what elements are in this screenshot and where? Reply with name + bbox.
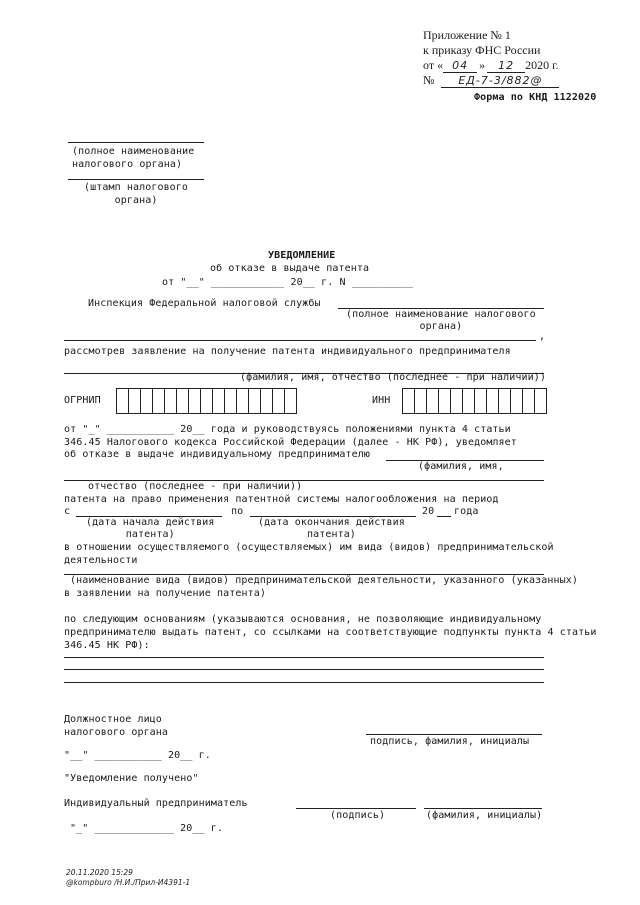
official-sign-line xyxy=(366,734,542,735)
decision-date-line: от "_" ___________ 20__ года и руководствуясь положениями пункта 4 статьи xyxy=(64,424,511,435)
activity-relation-line: в отношении осуществляемого (осуществляемых) им вида (видов) предпринимательской xyxy=(64,542,554,553)
inspection-label: Инспекция Федеральной налоговой службы xyxy=(88,298,321,309)
order-month: 12 xyxy=(487,59,525,73)
end-caption: (дата окончания действия патента) xyxy=(258,517,405,540)
official-sign-caption: подпись, фамилия, инициалы xyxy=(370,736,530,747)
patent-period-line: патента на право применения патентной системы налогообложения на период xyxy=(64,494,499,505)
inspection-comma: , xyxy=(539,331,546,342)
activity-caption: (наименование вида (видов) предпринимательской деятельности, указанного (указанных) xyxy=(70,575,579,586)
appendix-title: Приложение № 1 xyxy=(423,28,511,42)
official-date: "__" ___________ 20__ г. xyxy=(64,750,211,761)
grounds-line-3: 346.45 НК РФ): xyxy=(64,640,150,651)
form-code: Форма по КНД 1122020 xyxy=(474,92,597,103)
entrepreneur-name-line xyxy=(424,808,542,809)
entrepreneur-sign-caption: (подпись) xyxy=(330,810,386,821)
stamp-line xyxy=(68,179,204,180)
order-number: № ЕД-7-3/882@ xyxy=(423,73,559,88)
activity-caption-2: в заявлении на получение патента) xyxy=(64,588,266,599)
period-year-word: года xyxy=(454,506,479,517)
grounds-line-2: предпринимателю выдать патент, со ссылками на соответствующие подпункты пункта 4 статьи xyxy=(64,627,597,638)
tax-authority-line xyxy=(68,142,204,143)
grounds-line-1: по следующим основаниям (указываются основания, не позволяющие индивидуальному xyxy=(64,614,542,625)
order-number-value: ЕД-7-3/882@ xyxy=(441,74,559,88)
footer-timestamp: 20.11.2020 15:29 xyxy=(66,868,133,877)
entrepreneur-date: "_" _____________ 20__ г. xyxy=(70,823,224,834)
start-caption: (дата начала действия патента) xyxy=(86,517,215,540)
ogrnip-boxes[interactable] xyxy=(116,388,297,414)
ogrnip-label: ОГРНИП xyxy=(64,395,101,406)
order-day: 04 xyxy=(443,59,477,73)
official-label-1: Должностное лицо xyxy=(64,714,162,725)
stamp-caption: (штамп налогового органа) xyxy=(84,182,189,206)
notice-subtitle: об отказе в выдаче патента xyxy=(210,263,370,274)
fio-caption: (фамилия, имя, отчество (последнее - при наличии)) xyxy=(240,372,547,383)
inn-label: ИНН xyxy=(372,395,391,406)
period-from-label: с xyxy=(64,506,71,517)
grounds-blank-3 xyxy=(64,682,544,683)
entrepreneur-sign-line xyxy=(296,808,416,809)
inn-boxes[interactable] xyxy=(402,388,547,414)
reviewed-line: рассмотрев заявление на получение патента индивидуального предпринимателя xyxy=(64,346,511,357)
inspection-caption: (полное наименование налогового органа) xyxy=(346,309,536,332)
tax-authority-caption: (полное наименование налогового органа) xyxy=(72,146,195,170)
article-line: 346.45 Налогового кодекса Российской Федерации (далее - НК РФ), уведомляет xyxy=(64,437,517,448)
grounds-blank-1 xyxy=(64,657,544,658)
inspection-line-2 xyxy=(64,340,536,341)
period-year-label: 20 xyxy=(422,506,435,517)
period-year-line xyxy=(437,516,451,517)
notice-title: УВЕДОМЛЕНИЕ xyxy=(268,250,336,261)
notice-received: "Уведомление получено" xyxy=(64,773,199,784)
fio-caption-3: отчество (последнее - при наличии)) xyxy=(88,481,303,492)
official-label-2: налогового органа xyxy=(64,727,169,738)
period-to-label: по xyxy=(231,506,244,517)
notice-date-line: от "__" ____________ 20__ г. N __________ xyxy=(162,277,413,288)
refusal-line: об отказе в выдаче индивидуальному предпринимателю xyxy=(64,449,371,460)
footer-source: @kompburo /Н.И./Прил-И4391-1 xyxy=(66,878,191,887)
order-reference: к приказу ФНС России xyxy=(423,43,541,57)
grounds-blank-2 xyxy=(64,669,544,670)
order-date: от « 04 » 12 2020 г. xyxy=(423,58,559,72)
fio-caption-2: (фамилия, имя, xyxy=(418,461,504,472)
activity-word: деятельности xyxy=(64,555,138,566)
entrepreneur-name-caption: (фамилия, инициалы) xyxy=(426,810,543,821)
entrepreneur-label: Индивидуальный предприниматель xyxy=(64,798,248,809)
